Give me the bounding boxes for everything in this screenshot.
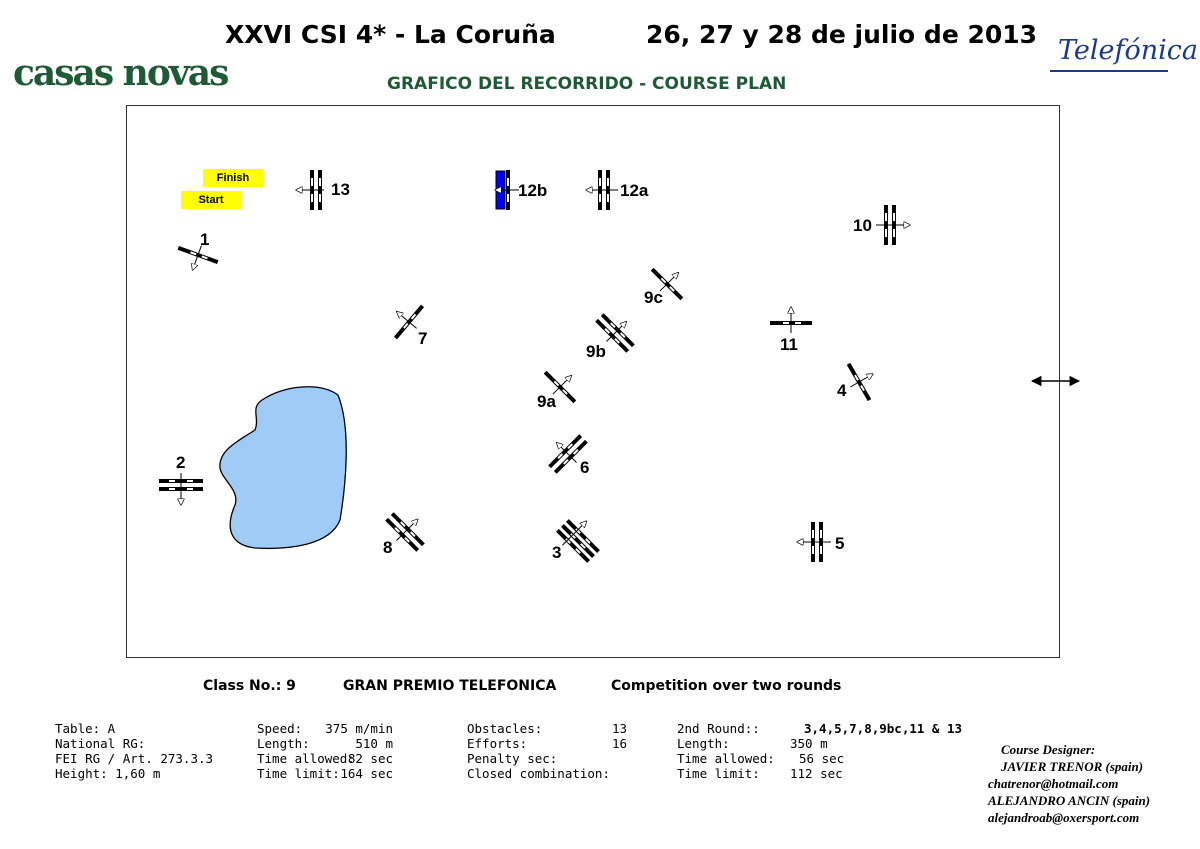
telefonica-logo: Telefónica xyxy=(1058,35,1198,66)
info-2nd-round-label: 2nd Round:: xyxy=(677,721,760,736)
info-time-allowed-value: 82 sec xyxy=(347,751,393,766)
fence-12b xyxy=(495,170,519,210)
info-col-round1-values xyxy=(300,721,393,781)
info-efforts-value: 16 xyxy=(612,736,628,751)
info-speed-label: Speed: xyxy=(257,721,303,736)
info-height: Height: 1,60 m xyxy=(55,766,161,781)
course-designer-title: Course Designer: xyxy=(1001,742,1096,757)
fence-label-11: 11 xyxy=(780,335,798,354)
fence-label-3: 3 xyxy=(552,543,562,562)
info-obstacles-value: 13 xyxy=(612,721,628,736)
info-length-value: 510 m xyxy=(355,736,393,751)
fence-10 xyxy=(876,205,910,245)
designer-name-2: ALEJANDRO ANCIN (spain) xyxy=(988,793,1151,808)
info-speed-value: 375 m/min xyxy=(325,721,393,736)
designer-email-1: chatrenor@hotmail.com xyxy=(988,776,1119,791)
fence-label-9b: 9b xyxy=(586,342,606,361)
info-col-round2-labels xyxy=(677,721,775,781)
fence-12a xyxy=(586,170,618,210)
water-pond xyxy=(220,387,346,549)
info-time-limit-value: 164 sec xyxy=(340,766,393,781)
info-2nd-round-fences: 3,4,5,7,8,9bc,11 & 13 xyxy=(804,721,963,736)
info-obstacles-label: Obstacles: xyxy=(467,721,543,736)
info-2nd-time-allowed-value: 56 sec xyxy=(799,751,845,766)
fence-label-13: 13 xyxy=(331,180,350,199)
competition-type: Competition over two rounds xyxy=(611,678,842,694)
casas-novas-logo: casas novas xyxy=(13,52,228,94)
info-col-obstacles-values xyxy=(612,721,627,751)
fence-label-1: 1 xyxy=(200,230,210,249)
fence-label-5: 5 xyxy=(835,534,845,553)
fence-label-9c: 9c xyxy=(644,288,663,307)
course-designer-block xyxy=(988,741,1151,826)
fence-1 xyxy=(173,238,221,277)
info-time-limit-label: Time limit: xyxy=(257,766,340,781)
fence-label-7: 7 xyxy=(418,329,428,348)
fence-5 xyxy=(797,522,831,562)
info-col-round2-values xyxy=(790,721,962,781)
info-2nd-time-limit-label: Time limit: xyxy=(677,766,760,781)
fence-label-8: 8 xyxy=(383,538,393,557)
info-fei-rg: FEI RG / Art. 273.3.3 xyxy=(55,751,214,766)
fence-13 xyxy=(296,170,324,210)
info-penalty-label: Penalty sec: xyxy=(467,751,558,766)
info-2nd-length-value: 350 m xyxy=(790,736,828,751)
info-2nd-time-allowed-label: Time allowed: xyxy=(677,751,775,766)
event-dates: 26, 27 y 28 de julio de 2013 xyxy=(646,20,1038,49)
designer-name-1: JAVIER TRENOR (spain) xyxy=(1001,759,1144,774)
info-2nd-time-limit-value: 112 sec xyxy=(790,766,843,781)
fence-label-4: 4 xyxy=(837,381,847,400)
class-number: Class No.: 9 xyxy=(203,678,296,694)
fence-label-10: 10 xyxy=(853,216,872,235)
fence-label-6: 6 xyxy=(580,458,590,477)
info-efforts-label: Efforts: xyxy=(467,736,528,751)
fence-2 xyxy=(159,473,203,505)
start-sign: Start xyxy=(181,191,241,209)
fence-label-12b: 12b xyxy=(518,181,548,200)
info-col-obstacles-labels xyxy=(467,721,610,781)
designer-email-2: alejandroab@oxersport.com xyxy=(988,810,1140,825)
info-col-general xyxy=(55,721,213,781)
fence-11 xyxy=(770,307,812,333)
course-plan-subtitle: GRAFICO DEL RECORRIDO - COURSE PLAN xyxy=(387,74,787,94)
event-title: XXVI CSI 4* - La Coruña xyxy=(225,20,556,49)
class-name: GRAN PREMIO TELEFONICA xyxy=(343,678,557,694)
fence-label-12a: 12a xyxy=(620,181,649,200)
finish-sign: Finish xyxy=(203,169,263,187)
info-table: Table: A xyxy=(55,721,116,736)
info-length-label: Length: xyxy=(257,736,310,751)
info-closed-combination-label: Closed combination: xyxy=(467,766,610,781)
fence-label-9a: 9a xyxy=(537,392,556,411)
fence-label-2: 2 xyxy=(176,453,186,472)
info-2nd-length-label: Length: xyxy=(677,736,730,751)
info-time-allowed-label: Time allowed: xyxy=(257,751,355,766)
info-national-rg: National RG: xyxy=(55,736,146,751)
